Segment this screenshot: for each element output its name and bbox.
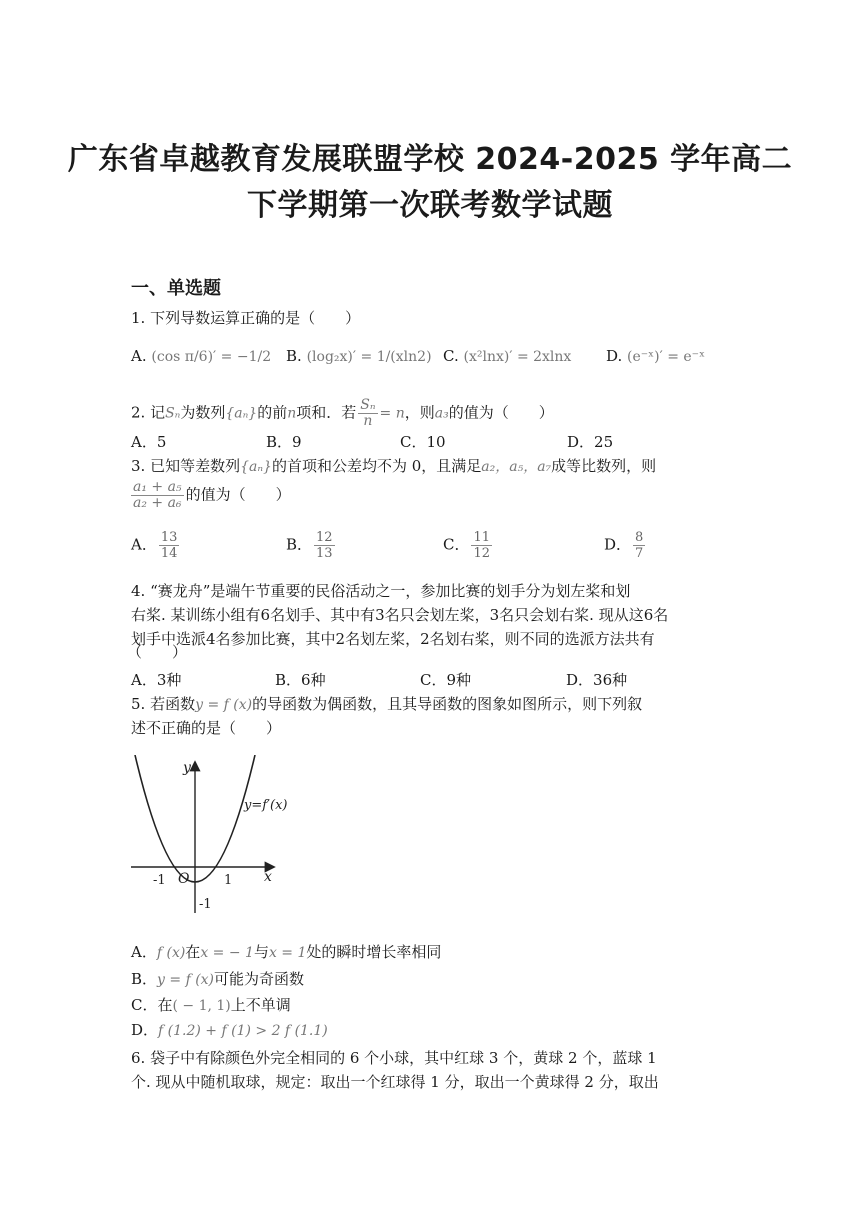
q2-option-d: D．25 (567, 433, 614, 451)
q3-option-a: A． $\frac{13}{14}$ (131, 530, 178, 561)
q4-option-b: B．6种 (275, 671, 326, 689)
q1-option-a: A. (cos π/6)′ = −1/2 (131, 347, 272, 365)
doc-title-line2: 下学期第一次联考数学试题 (247, 188, 613, 223)
q4-option-c: C．9种 (420, 671, 472, 689)
q5-stem-line2: 述不正确的是（ ） (131, 719, 282, 737)
y-axis-label: y (183, 760, 191, 776)
label-neg1: -1 (153, 873, 166, 888)
q1-option-c: C. (x²lnx)′ = 2xlnx (443, 347, 572, 365)
q3-option-b: B． $\frac{12}{13}$ (286, 530, 333, 561)
origin-label: O (178, 871, 190, 887)
q4-option-d: D．36种 (566, 671, 628, 689)
q3-stem-line1: 3. 已知等差数列{aₙ}的首项和公差均不为 0，且满足a₂，a₅，a₇成等比数列，则 (131, 457, 657, 475)
q1-stem: 1. 下列导数运算正确的是（ ） (131, 309, 361, 327)
q6-line1: 6. 袋子中有除颜色外完全相同的 6 个小球，其中红球 3 个，黄球 2 个，蓝球 1 (131, 1049, 657, 1067)
q5-stem-line1: 5. 若函数y = f (x)的导函数为偶函数，且其导函数的图象如图所示，则下列叙 (131, 695, 643, 713)
q5-option-a: A．f (x)在x = − 1与x = 1处的瞬时增长率相同 (131, 943, 442, 961)
section-heading: 一、单选题 (131, 278, 221, 299)
q5-option-b: B．y = f (x)可能为奇函数 (131, 970, 305, 988)
q2-option-a: A．5 (131, 433, 167, 451)
q3-option-c: C． $\frac{11}{12}$ (443, 530, 491, 561)
q4-option-a: A．3种 (131, 671, 182, 689)
label-ymin: -1 (199, 897, 212, 912)
q1-option-b: B. (log₂x)′ = 1/(xln2) (286, 347, 432, 365)
q4-line1: 4. “赛龙舟”是端午节重要的民俗活动之一，参加比赛的划手分为划左桨和划 (131, 582, 631, 600)
q2-option-b: B．9 (266, 433, 302, 451)
q3-stem-line2: $\frac{\text{a₁ + a₅}}{\text{a₂ + a₆}}$ 的值为（ ） (133, 479, 291, 511)
doc-title-line1: 广东省卓越教育发展联盟学校 2024-2025 学年高二 (67, 142, 793, 177)
q3-option-d: D． $\frac{8}{7}$ (604, 530, 644, 561)
q5-option-c: C．在( − 1, 1)上不单调 (131, 996, 291, 1014)
label-1: 1 (224, 873, 233, 888)
x-axis-label: x (264, 869, 272, 885)
q5-option-d: D．f (1.2) + f (1) > 2 f (1.1) (131, 1021, 328, 1039)
q4-line3: 划手中选派4名参加比赛，其中2名划左桨，2名划右桨，则不同的选派方法共有 (131, 630, 655, 648)
q4-line4: （ ） (127, 643, 188, 661)
q4-line2: 右桨. 某训练小组有6名划手、其中有3名只会划左桨，3名只会划右桨. 现从这6名 (131, 606, 669, 624)
q2-stem: 2. 记Sₙ为数列{aₙ}的前n项和．若 $\frac{\text{Sₙ}}{n}$ = n，则a₃的值为（ ） (131, 397, 554, 429)
q6-line2: 个. 现从中随机取球，规定：取出一个红球得 1 分，取出一个黄球得 2 分，取出 (131, 1073, 659, 1091)
q2-option-c: C．10 (400, 433, 446, 451)
curve-label: y=f′(x) (244, 798, 287, 813)
q5-derivative-graph (127, 755, 287, 915)
q1-option-d: D. (e⁻ˣ)′ = e⁻ˣ (606, 347, 705, 365)
